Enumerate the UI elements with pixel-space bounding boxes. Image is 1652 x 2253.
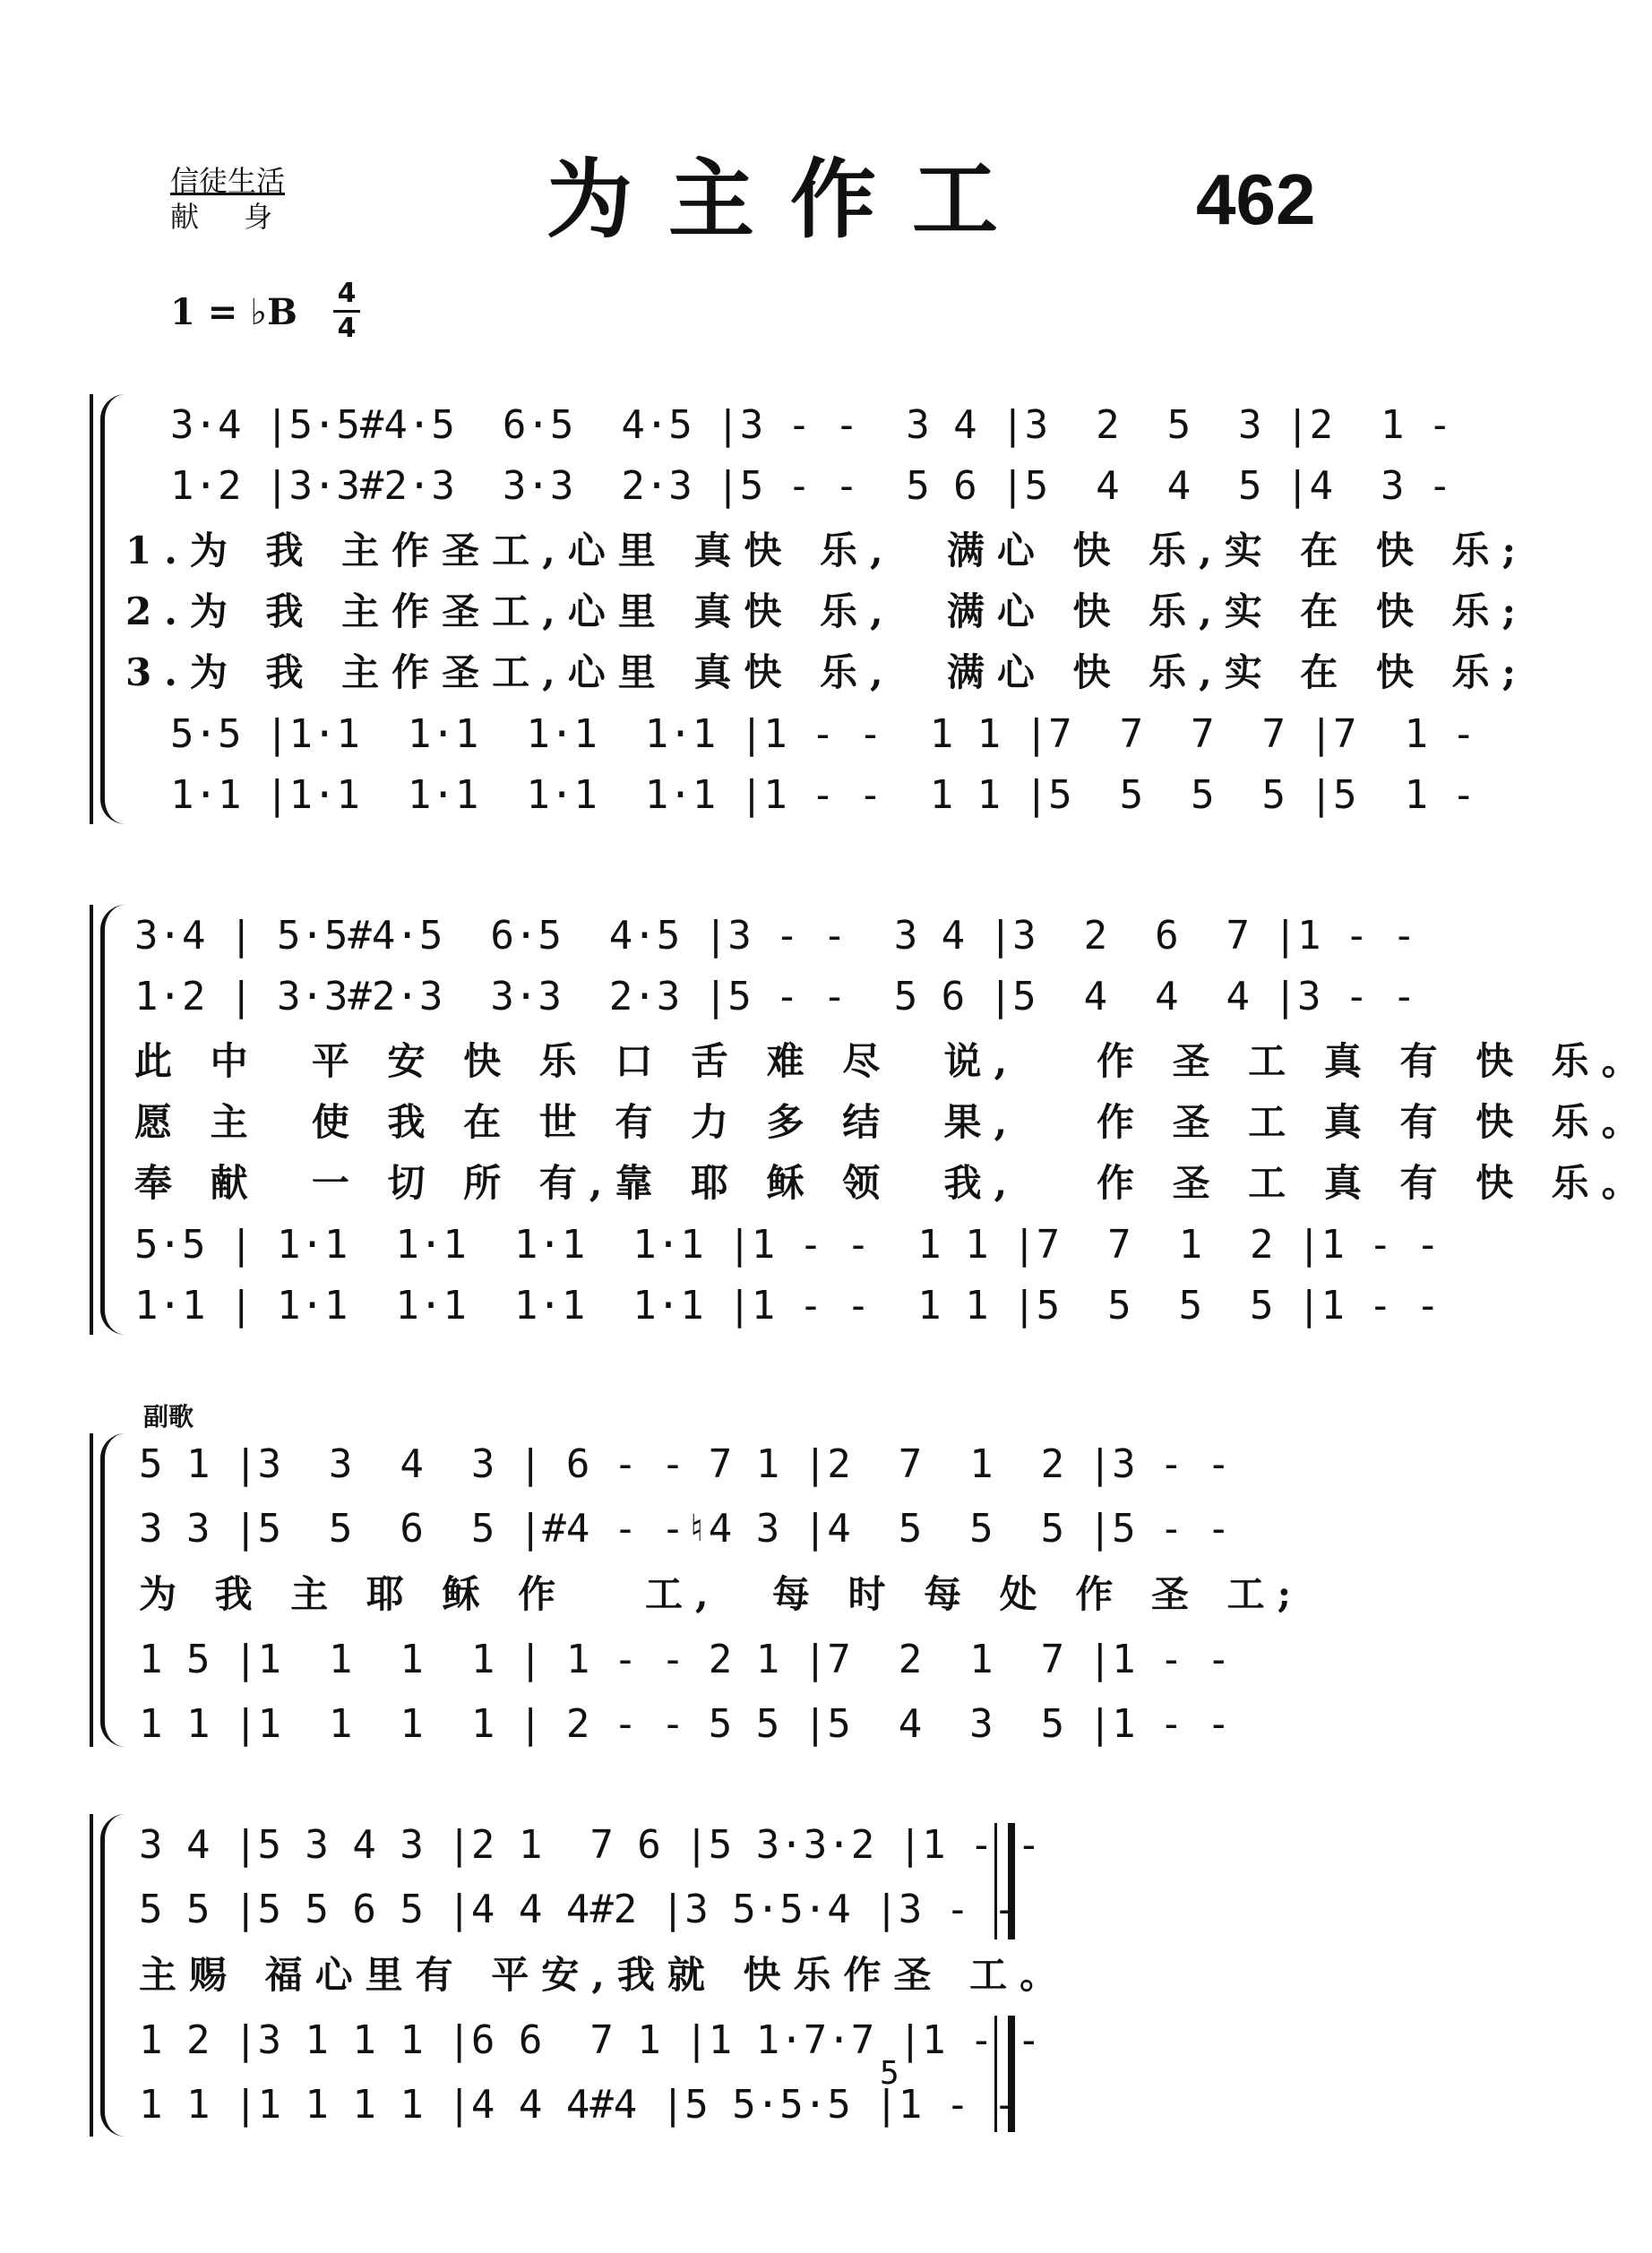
- staff-alto: 1·2 |3·3#2·3 3·3 2·3 |5 - - 5 6 |5 4 4 5 |4 3 -: [170, 463, 1452, 509]
- staff-tenor: 1 5 |1 1 1 1 | 1 - - 2 1 |7 2 1 7 |1 - -: [139, 1637, 1231, 1682]
- time-signature: [333, 279, 360, 343]
- staff-alto: 1·2 | 3·3#2·3 3·3 2·3 |5 - - 5 6 |5 4 4 4 |3 - -: [134, 974, 1416, 1019]
- lyric-verse-1: 1.为 我 主作圣工,心里 真快 乐, 满心 快 乐,实 在 快 乐;: [125, 529, 1529, 572]
- system-3: [90, 1433, 1398, 1747]
- staff-tenor: 5·5 |1·1 1·1 1·1 1·1 |1 - - 1 1 |7 7 7 7 |7 1 -: [170, 711, 1476, 757]
- staff-alto: 3 3 |5 5 6 5 |#4 - -♮4 3 |4 5 5 5 |5 - -: [139, 1506, 1231, 1552]
- staff-tenor-extra-note: 5: [880, 2055, 899, 2092]
- time-top: 4: [337, 278, 357, 309]
- system-2: [90, 905, 1652, 1335]
- staff-bass: 1·1 |1·1 1·1 1·1 1·1 |1 - - 1 1 |5 5 5 5 |5 1 -: [170, 772, 1476, 818]
- lyric-chorus: 为 我 主 耶 稣 作 工, 每 时 每 处 作 圣 工;: [139, 1572, 1304, 1616]
- hymn-title: 为主作工: [546, 149, 1034, 250]
- staff-tenor: 5·5 | 1·1 1·1 1·1 1·1 |1 - - 1 1 |7 7 1 2 |1 - -: [134, 1222, 1440, 1268]
- staff-bass: 1 1 |1 1 1 1 |4 4 4#4 |5 5·5·5 |1 - -: [139, 2082, 1018, 2128]
- category-line-1: 信徒生活: [170, 164, 286, 198]
- system-1: [90, 394, 1529, 824]
- final-barline-lower: [994, 2016, 1015, 2132]
- chorus-label: 副歌: [143, 1402, 194, 1432]
- lyric-verse-3: 奉 献 一 切 所 有,靠 耶 稣 领 我, 作 圣 工 真 有 快 乐。: [134, 1161, 1652, 1205]
- staff-bass: 1 1 |1 1 1 1 | 2 - - 5 5 |5 4 3 5 |1 - -: [139, 1701, 1231, 1747]
- staff-bass: 1·1 | 1·1 1·1 1·1 1·1 |1 - - 1 1 |5 5 5 5 |1 - -: [134, 1283, 1440, 1329]
- staff-soprano: 3·4 |5·5#4·5 6·5 4·5 |3 - - 3 4 |3 2 5 3 |2 1 -: [170, 402, 1452, 448]
- hymn-number: 462: [1196, 159, 1316, 239]
- staff-alto: 5 5 |5 5 6 5 |4 4 4#2 |3 5·5·4 |3 - -: [139, 1887, 1018, 1932]
- lyric-verse-2: 愿 主 使 我 在 世 有 力 多 结 果, 作 圣 工 真 有 快 乐。: [134, 1100, 1652, 1144]
- key-signature: 1 = ♭B: [170, 291, 297, 333]
- lyric-verse-3: 3.为 我 主作圣工,心里 真快 乐, 满心 快 乐,实 在 快 乐;: [125, 650, 1529, 694]
- staff-soprano: 3·4 | 5·5#4·5 6·5 4·5 |3 - - 3 4 |3 2 6 7 |1 - -: [134, 913, 1416, 959]
- final-barline: [994, 1823, 1015, 1939]
- lyric-verse-1: 此 中 平 安 快 乐 口 舌 难 尽 说, 作 圣 工 真 有 快 乐。: [134, 1039, 1652, 1083]
- category-label: [170, 163, 290, 235]
- staff-soprano: 5 1 |3 3 4 3 | 6 - - 7 1 |2 7 1 2 |3 - -: [139, 1441, 1231, 1487]
- lyric-verse-2: 2.为 我 主作圣工,心里 真快 乐, 满心 快 乐,实 在 快 乐;: [125, 589, 1529, 633]
- time-bottom: 4: [337, 313, 357, 344]
- lyric-chorus: 主赐 福心里有 平安,我就 快乐作圣 工。: [139, 1953, 1071, 1997]
- staff-tenor: 1 2 |3 1 1 1 |6 6 7 1 |1 1·7·7 |1 - -: [139, 2017, 1041, 2063]
- category-line-2: 献 身: [170, 200, 291, 234]
- system-4: [90, 1814, 1075, 2137]
- staff-soprano: 3 4 |5 3 4 3 |2 1 7 6 |5 3·3·2 |1 - -: [139, 1822, 1041, 1868]
